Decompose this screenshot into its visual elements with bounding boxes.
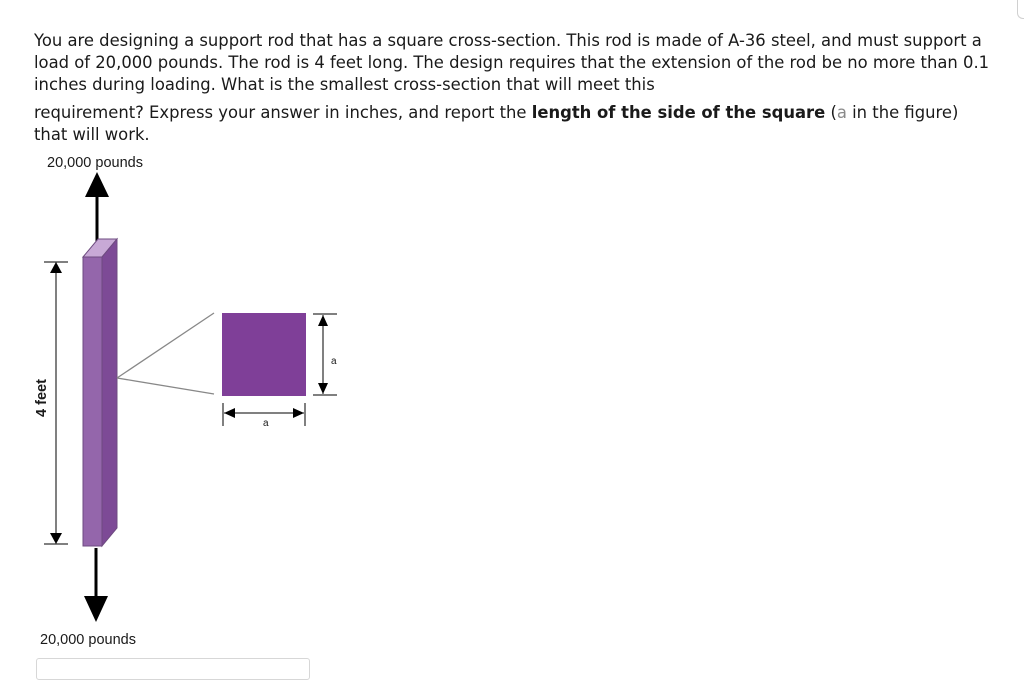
question-paragraph-1: You are designing a support rod that has a square cross-section. This rod is made of A-36 steel, and must support a load of 20,000 pounds. The rod is 4 feet long. The design requires that the extension of the rod be no more than 0.1 inches during loading. What is the smallest cross-section that will meet this <box>34 31 990 94</box>
top-load-arrow <box>85 172 109 242</box>
cross-section-square <box>222 313 306 396</box>
bottom-load-arrow <box>84 548 108 622</box>
length-label: 4 feet <box>34 379 50 417</box>
side-label-horizontal: a <box>263 418 269 429</box>
top-load-label: 20,000 pounds <box>47 155 143 171</box>
side-label-vertical: a <box>331 356 337 367</box>
answer-input[interactable] <box>36 658 310 680</box>
side-dimension-vertical <box>313 314 337 395</box>
question-paragraph-2-start: requirement? Express your answer in inches, and report the <box>34 103 532 122</box>
bottom-load-label: 20,000 pounds <box>40 632 136 648</box>
rod <box>83 239 117 546</box>
scrollbar-edge <box>1017 0 1024 19</box>
question-paren-open: ( <box>825 103 837 122</box>
question-variable: a <box>836 103 847 122</box>
question-paragraph-2-end: in the figure) that will work. <box>34 103 959 144</box>
cross-section-leader <box>117 313 214 394</box>
question-emphasis: length of the side of the square <box>531 103 826 122</box>
